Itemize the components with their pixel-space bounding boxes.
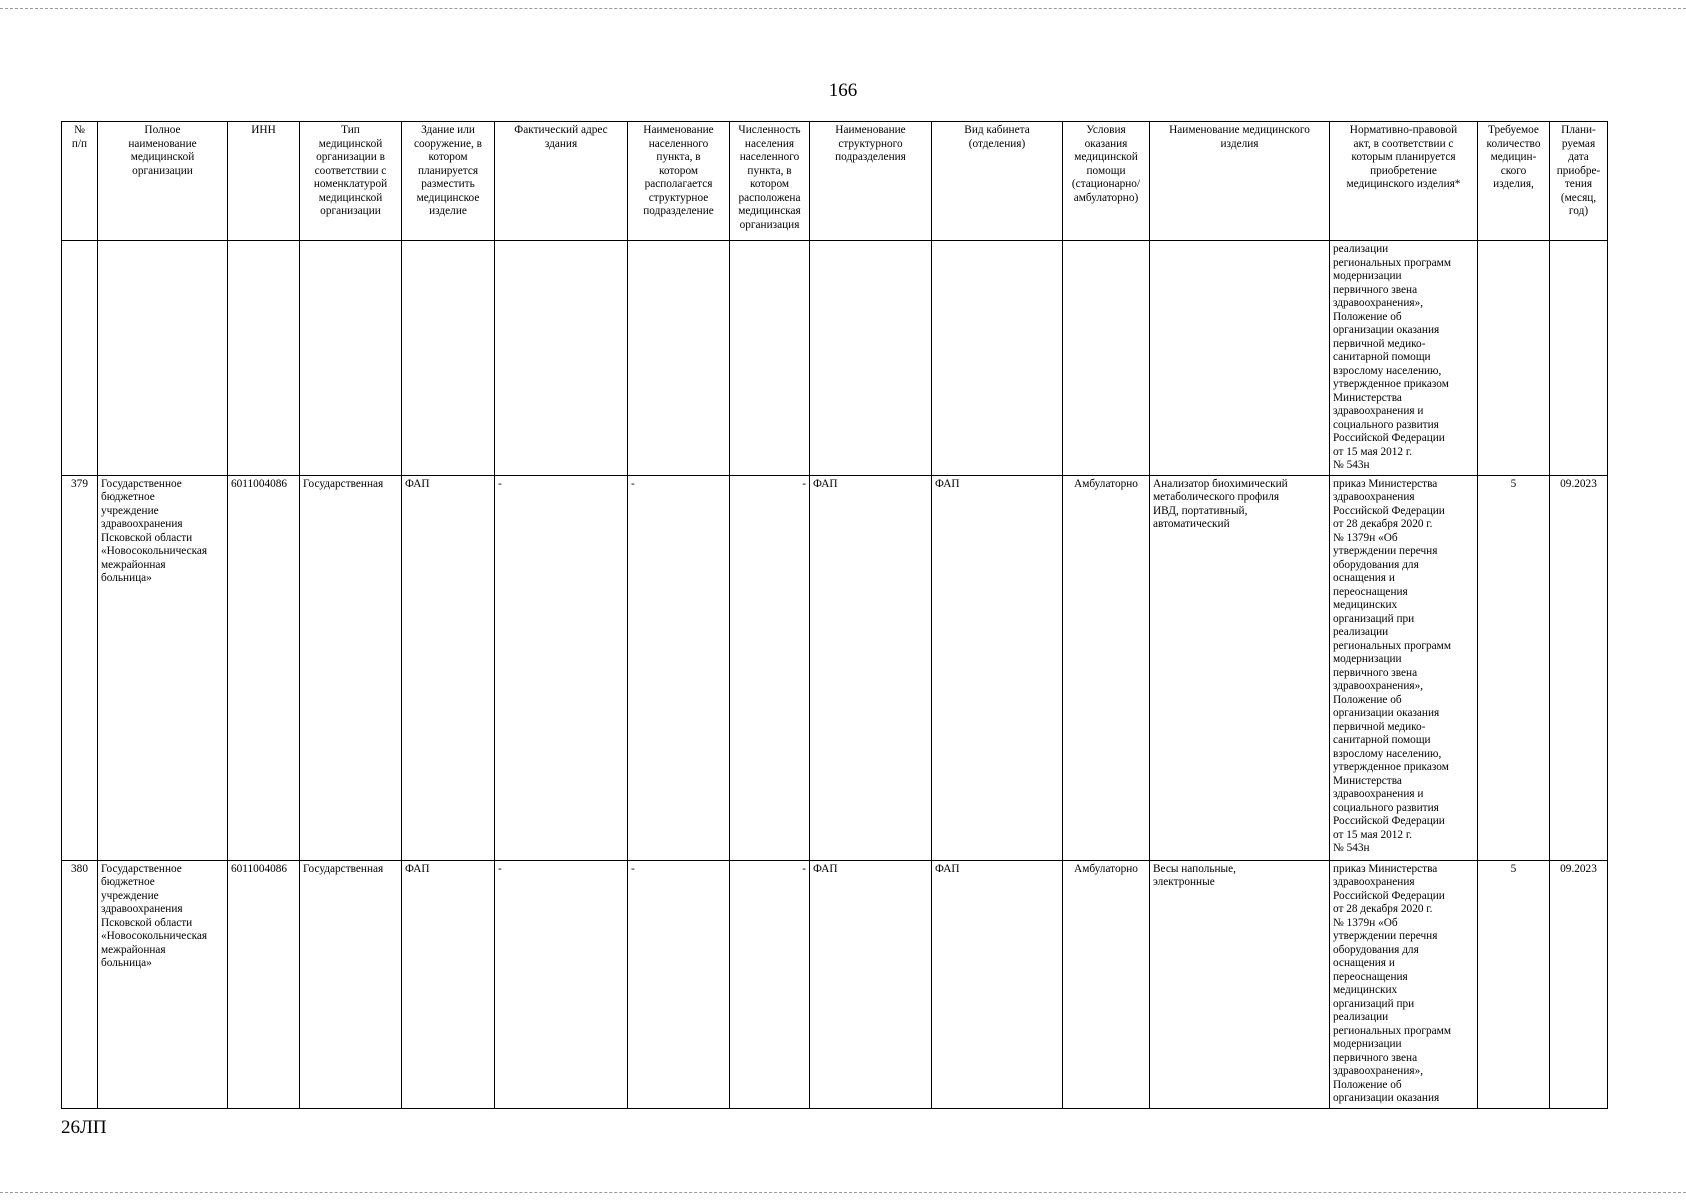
- table-row: [62, 475, 1608, 860]
- legal-act-cell: приказ Министерства здравоохранения Российской Федерации от 28 декабря 2020 г. № 1379н «Об утверждении перечня оборудования для оснащения и переоснащения медицинских организаций при реализации региональных программ модернизации первичного звена здравоохранения», Положение об организации оказания первичной медико- санитарной помощи взрослому населению, утвержденное приказом Министерства здравоохранения и социального развития Российской Федерации от 15 мая 2012 г. № 543н: [1330, 475, 1478, 860]
- document-code: 26ЛП: [61, 1117, 107, 1138]
- table-cell: [98, 241, 228, 476]
- header-org-name: Полное наименование медицинской организации: [98, 122, 228, 241]
- unit-cell: ФАП: [810, 475, 932, 860]
- unit-cell: ФАП: [810, 860, 932, 1108]
- header-legal-act: Нормативно-правовой акт, в соответствии с которым планируется приобретение медицинского изделия*: [1330, 122, 1478, 241]
- header-cabinet: Вид кабинета (отделения): [932, 122, 1063, 241]
- row-number-cell: 380: [62, 860, 98, 1108]
- table-cell: [810, 241, 932, 476]
- inn-cell: 6011004086: [228, 475, 300, 860]
- org-name-cell: Государственное бюджетное учреждение здравоохранения Псковской области «Новосокольническая межрайонная больница»: [98, 475, 228, 860]
- date-cell: 09.2023: [1550, 860, 1608, 1108]
- scan-edge-bottom: [0, 1192, 1686, 1193]
- header-population: Численность населения населенного пункта, в котором расположена медицинская организация: [730, 122, 810, 241]
- table-cell: [1478, 241, 1550, 476]
- building-cell: ФАП: [402, 860, 495, 1108]
- scan-edge-top: [0, 8, 1686, 9]
- header-org-type: Тип медицинской организации в соответствии с номенклатурой медицинской организации: [300, 122, 402, 241]
- table-cell: [402, 241, 495, 476]
- address-cell: -: [495, 475, 628, 860]
- header-num: № п/п: [62, 122, 98, 241]
- table-header-row: [62, 122, 1608, 241]
- conditions-cell: Амбулаторно: [1063, 475, 1150, 860]
- table-cell: [495, 241, 628, 476]
- quantity-cell: 5: [1478, 860, 1550, 1108]
- cabinet-cell: ФАП: [932, 860, 1063, 1108]
- header-quantity: Требуемое количество медицин- ского изделия,: [1478, 122, 1550, 241]
- header-unit: Наименование структурного подразделения: [810, 122, 932, 241]
- population-cell: -: [730, 475, 810, 860]
- cabinet-cell: ФАП: [932, 475, 1063, 860]
- org-type-cell: Государственная: [300, 860, 402, 1108]
- quantity-cell: 5: [1478, 475, 1550, 860]
- table-cell: [932, 241, 1063, 476]
- table-cell: [228, 241, 300, 476]
- header-conditions: Условия оказания медицинской помощи (стационарно/ амбулаторно): [1063, 122, 1150, 241]
- building-cell: ФАП: [402, 475, 495, 860]
- device-cell: Анализатор биохимический метаболического профиля ИВД, портативный, автоматический: [1150, 475, 1330, 860]
- header-inn: ИНН: [228, 122, 300, 241]
- equipment-table: [61, 121, 1608, 1109]
- row-number-cell: 379: [62, 475, 98, 860]
- org-type-cell: Государственная: [300, 475, 402, 860]
- conditions-cell: Амбулаторно: [1063, 860, 1150, 1108]
- header-address: Фактический адрес здания: [495, 122, 628, 241]
- table-cell: [1063, 241, 1150, 476]
- legal-act-cell: приказ Министерства здравоохранения Российской Федерации от 28 декабря 2020 г. № 1379н «Об утверждении перечня оборудования для оснащения и переоснащения медицинских организаций при реализации региональных программ модернизации первичного звена здравоохранения», Положение об организации оказания: [1330, 860, 1478, 1108]
- table-cell: [300, 241, 402, 476]
- table-cell: [1550, 241, 1608, 476]
- page-number: 166: [828, 80, 858, 101]
- header-device: Наименование медицинского изделия: [1150, 122, 1330, 241]
- device-cell: Весы напольные, электронные: [1150, 860, 1330, 1108]
- table-cell: [730, 241, 810, 476]
- table-cell: [1150, 241, 1330, 476]
- header-date: Плани- руемая дата приобре- тения (месяц, год): [1550, 122, 1608, 241]
- header-settlement: Наименование населенного пункта, в котором располагается структурное подразделение: [628, 122, 730, 241]
- address-cell: -: [495, 860, 628, 1108]
- population-cell: -: [730, 860, 810, 1108]
- inn-cell: 6011004086: [228, 860, 300, 1108]
- header-building: Здание или сооружение, в котором планируется разместить медицинское изделие: [402, 122, 495, 241]
- table-cell: [628, 241, 730, 476]
- table-row-continuation: [62, 241, 1608, 476]
- table-cell: [62, 241, 98, 476]
- org-name-cell: Государственное бюджетное учреждение здравоохранения Псковской области «Новосокольническая межрайонная больница»: [98, 860, 228, 1108]
- table-row: [62, 860, 1608, 1108]
- settlement-cell: -: [628, 860, 730, 1108]
- legal-act-cell: реализации региональных программ модернизации первичного звена здравоохранения», Положение об организации оказания первичной медико- санитарной помощи взрослому населению, утвержденное приказом Министерства здравоохранения и социального развития Российской Федерации от 15 мая 2012 г. № 543н: [1330, 241, 1478, 476]
- settlement-cell: -: [628, 475, 730, 860]
- date-cell: 09.2023: [1550, 475, 1608, 860]
